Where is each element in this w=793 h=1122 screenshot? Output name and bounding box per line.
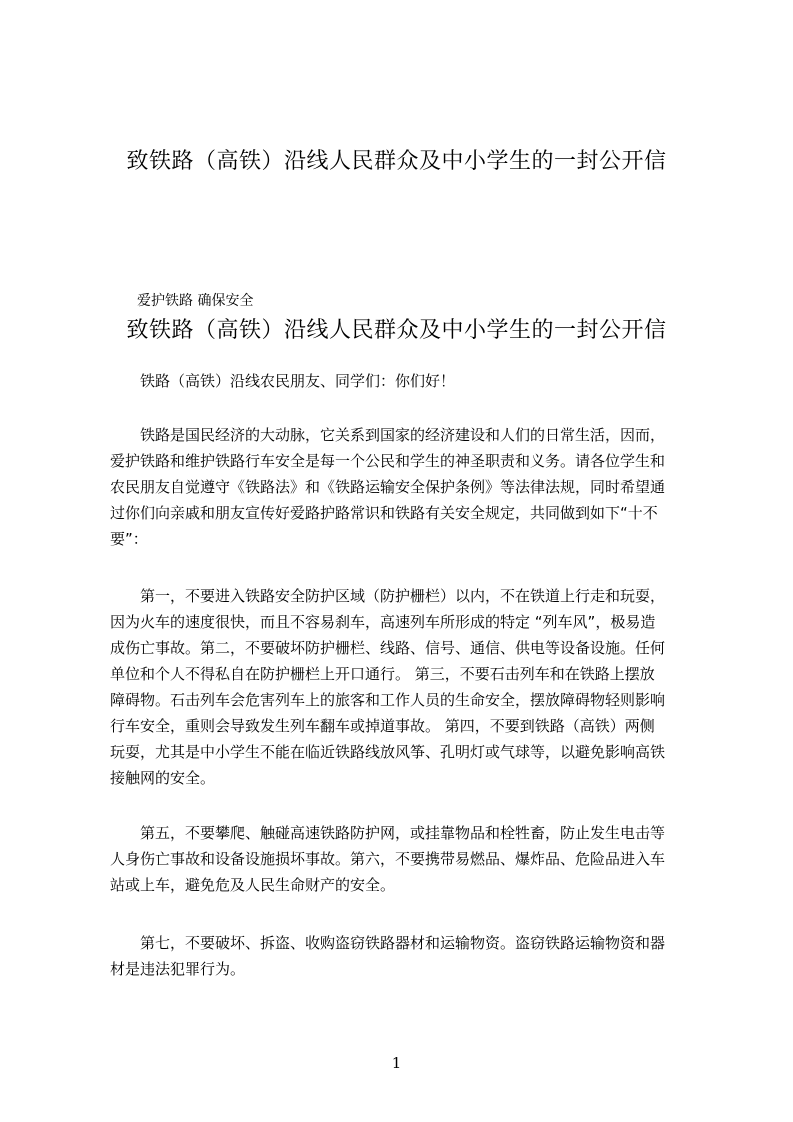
text-line: 第一，不要进入铁路安全防护区域（防护栅栏）以内，不在铁道上行走和玩耍， [140,587,666,605]
text-line: 爱护铁路和维护铁路行车安全是每一个公民和学生的神圣职责和义务。请各位学生和 [110,452,666,470]
document-title: 致铁路（高铁）沿线人民群众及中小学生的一封公开信 [126,149,667,174]
text-line: 农民朋友自觉遵守《铁路法》和《铁路运输安全保护条例》等法律法规，同时希望通 [110,478,666,496]
greeting: 铁路（高铁）沿线农民朋友、同学们：你们好！ [140,372,456,390]
paragraph-rules-5-6 [110,820,696,898]
text-line: 材是违法犯罪行为。 [110,960,246,978]
text-line: 接触网的安全。 [110,769,216,787]
text-line: 要”： [110,530,148,548]
text-line: 第七，不要破坏、拆盗、收购盗窃铁路器材和运输物资。盗窃铁路运输物资和器 [140,934,666,952]
paragraph-intro [110,422,696,552]
text-line: 人身伤亡事故和设备设施损坏事故。第六，不要携带易燃品、爆炸品、危险品进入车 [110,850,666,868]
text-line: 铁路是国民经济的大动脉，它关系到国家的经济建设和人们的日常生活，因而， [140,426,666,444]
text-line: 站或上车，避免危及人民生命财产的安全。 [110,876,396,894]
text-line: 行车安全，重则会导致发生列车翻车或掉道事故。 第四，不要到铁路（高铁）两侧 [110,717,655,735]
text-line: 第五，不要攀爬、触碰高速铁路防护网，或挂靠物品和栓牲畜，防止发生电击等 [140,824,666,842]
text-line: 因为火车的速度很快，而且不容易刹车，高速列车所形成的特定 “列车风”，极易造 [110,613,656,631]
slogan: 爱护铁路 确保安全 [137,293,254,309]
letter-title: 致铁路（高铁）沿线人民群众及中小学生的一封公开信 [126,318,667,343]
text-line: 成伤亡事故。第二，不要破坏防护栅栏、线路、信号、通信、供电等设备设施。任何 [110,639,666,657]
text-line: 障碍物。石击列车会危害列车上的旅客和工作人员的生命安全，摆放障碍物轻则影响 [110,691,666,709]
text-line: 玩耍，尤其是中小学生不能在临近铁路线放风筝、孔明灯或气球等，以避免影响高铁 [110,743,666,761]
text-line: 单位和个人不得私自在防护栅栏上开口通行。 第三，不要石击列车和在铁路上摆放 [110,665,655,683]
text-line: 过你们向亲戚和朋友宣传好爱路护路常识和铁路有关安全规定，共同做到如下“十不 [110,504,658,522]
page-number: 1 [391,1054,402,1072]
paragraph-rule-7 [110,930,696,982]
paragraph-rules-1-4 [110,583,696,791]
